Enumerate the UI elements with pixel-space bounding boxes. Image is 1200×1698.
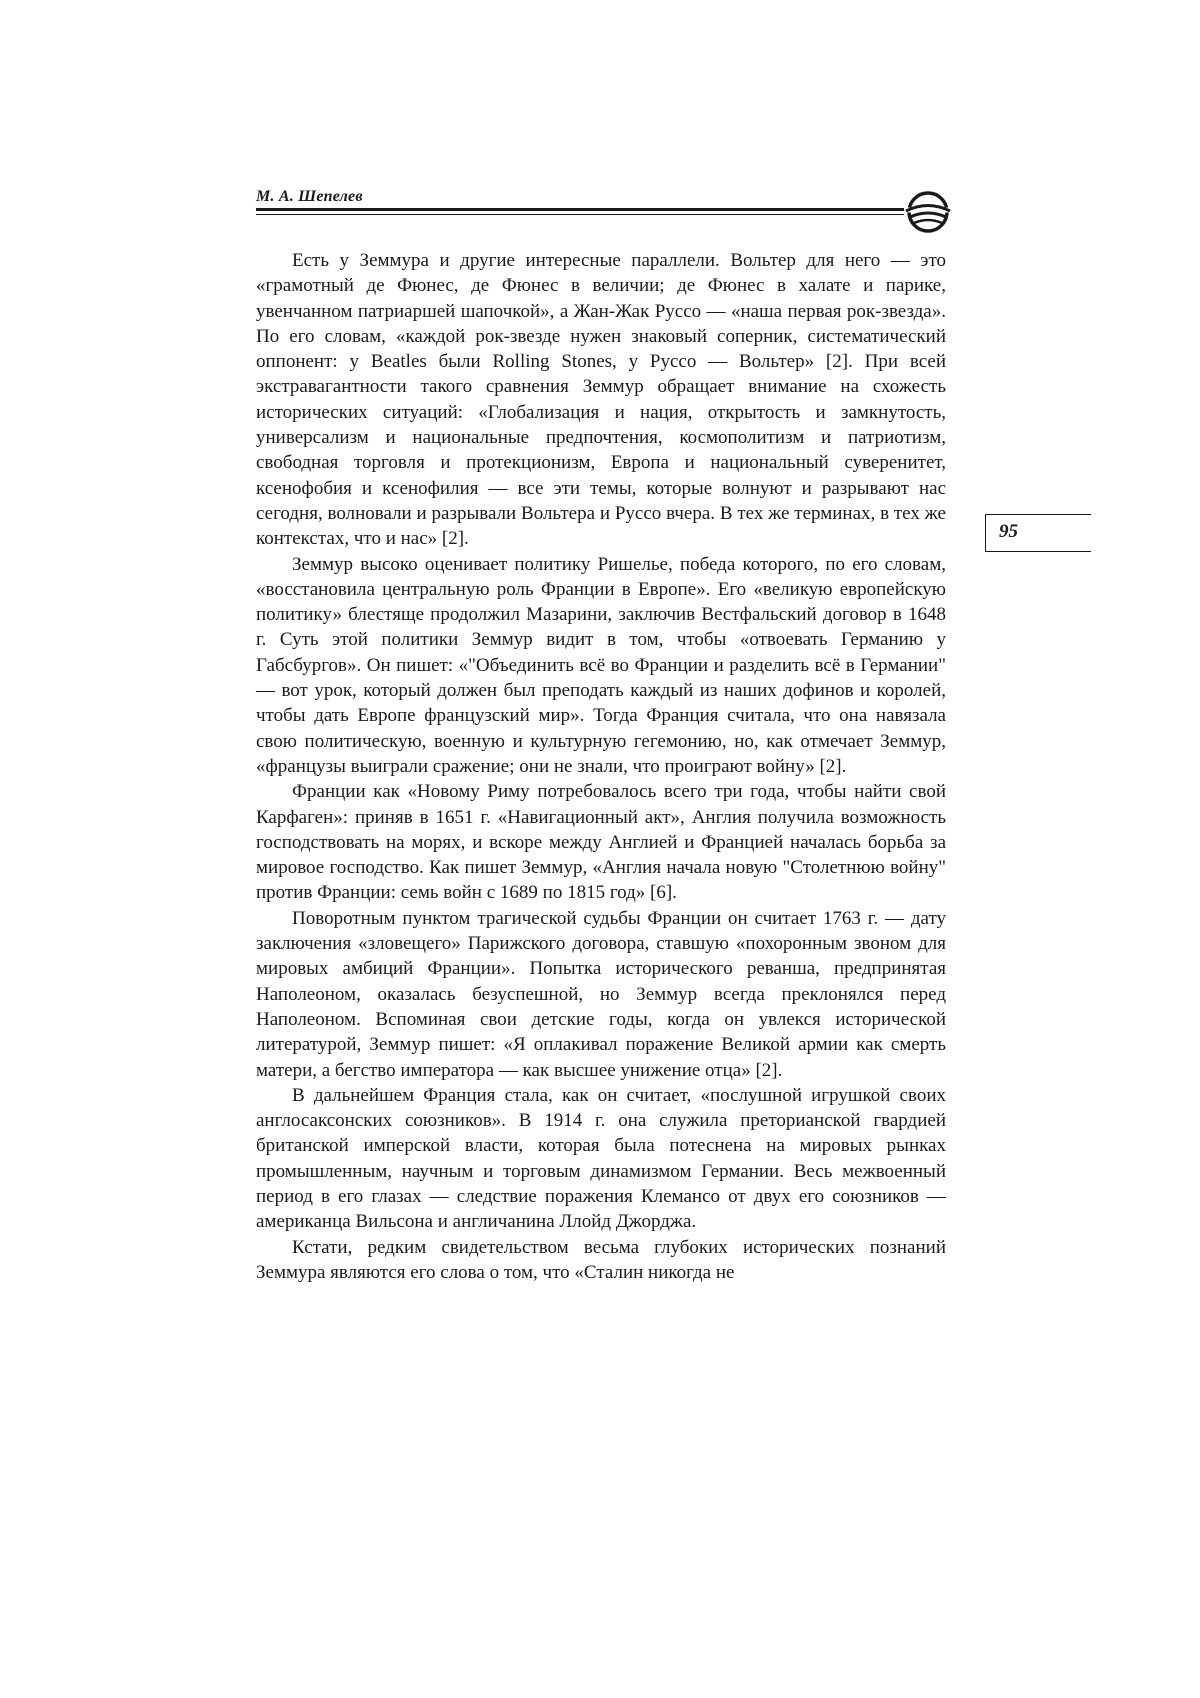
header-rule-thin	[256, 214, 904, 215]
page-number: 95	[999, 521, 1018, 542]
publisher-logo-icon	[904, 190, 952, 234]
paragraph: Земмур высоко оценивает политику Ришелье, победа которого, по его словам, «восстановила центральную роль Франции в Европе». Его «великую европейскую политику» блестяще продолжил Мазарини, заключив Вестфальский договор в 1648 г. Суть этой политики Земмур видит в том, чтобы «отвоевать Германию у Габсбургов». Он пишет: «"Объединить всё во Франции и разделить всё в Германии" — вот урок, который должен был преподать каждый из наших дофинов и королей, чтобы дать Европе французский мир». Тогда Франция считала, что она навязала свою политическую, военную и культурную гегемонию, но, как отмечает Земмур, «французы выиграли сражение; они не знали, что проиграют войну» [2].	[256, 553, 946, 777]
body-text	[256, 248, 946, 1285]
header-rule-thick	[256, 208, 904, 211]
paragraph: Есть у Земмура и другие интересные параллели. Вольтер для него — это «грамотный де Фюнес, де Фюнес в величии; де Фюнес в халате и парике, увенчанном патриаршей шапочкой», а Жан-Жак Руссо — «наша первая рок-звезда». По его словам, «каждой рок-звезде нужен знаковый соперник, систематический оппонент: у Beatles были Rolling Stones, у Руссо — Вольтер» [2]. При всей экстравагантности такого сравнения Земмур обращает внимание на схожесть исторических ситуаций: «Глобализация и нация, открытость и замкнутость, универсализм и национальные предпочтения, космополитизм и патриотизм, свободная торговля и протекционизм, Европа и национальный суверенитет, ксенофобия и ксенофилия — все эти темы, которые волнуют и разрывают нас сегодня, волновали и разрывали Вольтера и Руссо вчера. В тех же терминах, в тех же контекстах, что и нас» [2].	[256, 250, 946, 550]
page-number-box	[985, 514, 1091, 552]
paragraph: Кстати, редким свидетельством весьма глубоких исторических познаний Земмура являются его слова о том, что «Сталин никогда не	[256, 1236, 946, 1283]
paragraph: Франции как «Новому Риму потребовалось всего три года, чтобы найти свой Карфаген»: приняв в 1651 г. «Навигационный акт», Англия получила возможность господствовать на морях, и вскоре между Англией и Францией началась борьба за мировое господство. Как пишет Земмур, «Англия начала новую "Столетнюю войну" против Франции: семь войн с 1689 по 1815 год» [6].	[256, 781, 946, 904]
running-head-author: М. А. Шепелев	[256, 188, 363, 205]
paragraph: В дальнейшем Франция стала, как он считает, «послушной игрушкой своих англосаксонских союзников». В 1914 г. она служила преторианской гвардией британской имперской власти, которая была потеснена на мировых рынках промышленным, научным и торговым динамизмом Германии. Весь межвоенный период в его глазах — следствие поражения Клемансо от двух его союзников — американца Вильсона и англичанина Ллойд Джорджа.	[256, 1084, 946, 1233]
paragraph: Поворотным пунктом трагической судьбы Франции он считает 1763 г. — дату заключения «зловещего» Парижского договора, ставшую «похоронным звоном для мировых амбиций Франции». Попытка исторического реванша, предпринятая Наполеоном, оказалась безуспешной, но Земмур всегда преклонялся перед Наполеоном. Вспоминая свои детские годы, когда он увлекся исторической литературой, Земмур пишет: «Я оплакивал поражение Великой армии как смерть матери, а бегство императора — как высшее унижение отца» [2].	[256, 907, 946, 1081]
